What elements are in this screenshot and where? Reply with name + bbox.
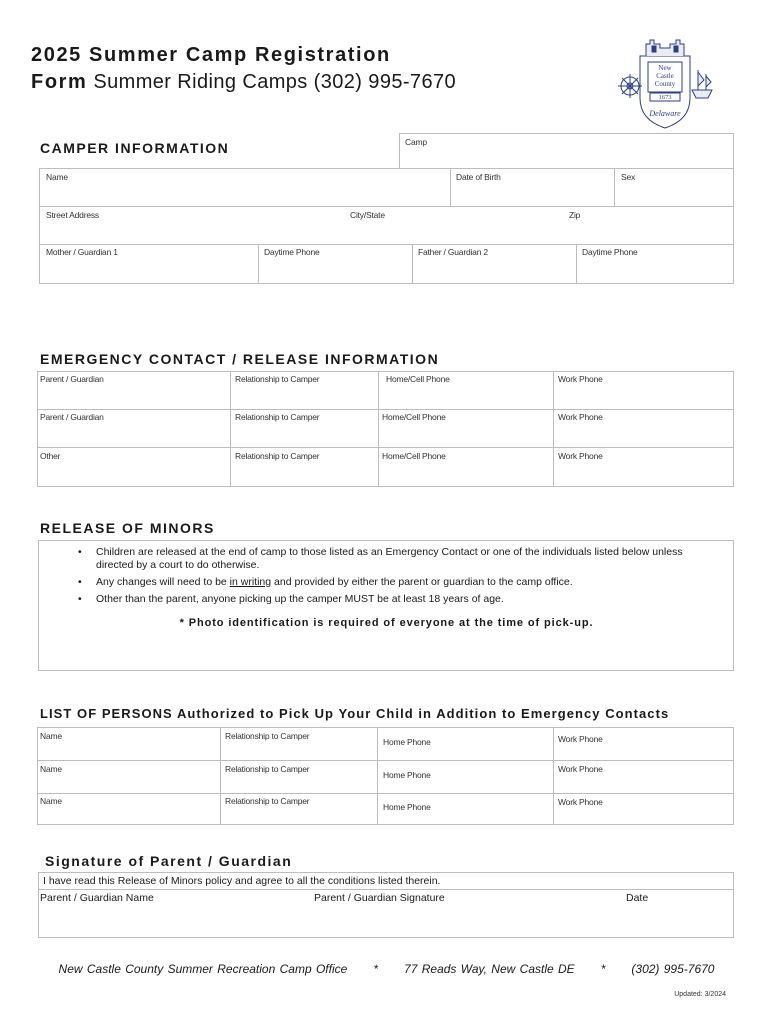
- seal-text-line1: New: [658, 64, 672, 72]
- seal-text-line3: County: [654, 80, 676, 88]
- bullet-icon: •: [78, 546, 82, 558]
- seal-state: Delaware: [649, 109, 681, 118]
- footer-office: New Castle County Summer Recreation Camp Office: [58, 962, 348, 976]
- city-state-label: City/State: [350, 210, 385, 220]
- column-divider: [553, 371, 554, 487]
- daytime-phone1-label: Daytime Phone: [264, 247, 320, 257]
- pickup-row1-relationship: Relationship to Camper: [225, 731, 310, 741]
- street-address-label: Street Address: [46, 210, 99, 220]
- row-divider: [39, 206, 734, 207]
- form-subtitle-text: Summer Riding Camps (302) 995-7670: [93, 71, 457, 93]
- guardian-name-label: Parent / Guardian Name: [40, 892, 154, 904]
- emergency-contact-grid: [37, 371, 734, 487]
- emergency-row1-who: Parent / Guardian: [40, 374, 104, 384]
- signature-date-label: Date: [626, 892, 649, 904]
- form-title: 2025 Summer Camp Registration: [31, 44, 391, 66]
- camper-information-heading: CAMPER INFORMATION: [40, 140, 230, 156]
- pickup-row3-work-phone: Work Phone: [558, 797, 603, 807]
- column-divider: [220, 727, 221, 825]
- row-divider: [37, 760, 734, 761]
- guardian1-label: Mother / Guardian 1: [46, 247, 118, 257]
- pickup-row2-relationship: Relationship to Camper: [225, 764, 310, 774]
- emergency-row1-work-phone: Work Phone: [558, 374, 603, 384]
- footer-contact-line: [40, 962, 733, 976]
- emergency-row1-home-phone: Home/Cell Phone: [386, 374, 450, 384]
- release-bullet1-text: Children are released at the end of camp to those listed as an Emergency Contact or one of the individuals listed below unless directed by a court to do otherwise.: [96, 546, 683, 571]
- footer-address: 77 Reads Way, New Castle DE: [404, 962, 575, 976]
- bullet-icon: •: [78, 576, 82, 588]
- bullet-icon: •: [78, 593, 82, 605]
- form-subtitle: [31, 71, 456, 94]
- emergency-row1-relationship: Relationship to Camper: [235, 374, 320, 384]
- seal-text-line2: Castle: [656, 72, 674, 80]
- footer-phone: (302) 995-7670: [631, 962, 715, 976]
- new-castle-county-seal-logo: [612, 36, 714, 132]
- emergency-row2-relationship: Relationship to Camper: [235, 412, 320, 422]
- authorized-pickup-heading: LIST OF PERSONS Authorized to Pick Up Your Child in Addition to Emergency Contacts: [40, 706, 670, 721]
- emergency-row2-work-phone: Work Phone: [558, 412, 603, 422]
- pickup-row2-work-phone: Work Phone: [558, 764, 603, 774]
- dob-field-label: Date of Birth: [456, 172, 501, 182]
- footer-separator: *: [600, 962, 606, 976]
- row-divider: [38, 889, 734, 890]
- release-bullet2-underline: in writing: [229, 576, 272, 588]
- row-divider: [39, 244, 734, 245]
- form-title-form-word: Form: [31, 71, 88, 93]
- row-divider: [37, 409, 734, 410]
- emergency-row3-work-phone: Work Phone: [558, 451, 603, 461]
- pickup-row1-name: Name: [40, 731, 62, 741]
- release-bullet2-post: and provided by either the parent or guardian to the camp office.: [271, 576, 573, 588]
- updated-date: Updated: 3/2024: [674, 991, 726, 998]
- pickup-row2-name: Name: [40, 764, 62, 774]
- pickup-row1-home-phone: Home Phone: [383, 737, 431, 747]
- emergency-row3-who: Other: [40, 451, 61, 461]
- guardian2-label: Father / Guardian 2: [418, 247, 488, 257]
- camper-info-grid: [39, 168, 734, 284]
- emergency-row2-who: Parent / Guardian: [40, 412, 104, 422]
- name-field-label: Name: [46, 172, 68, 182]
- signature-statement: I have read this Release of Minors policy and agree to all the conditions listed therein.: [43, 875, 441, 887]
- release-bullet-item: [78, 593, 718, 606]
- release-bullet3-text: Other than the parent, anyone picking up the camper MUST be at least 18 years of age.: [96, 593, 504, 605]
- column-divider: [576, 244, 577, 284]
- column-divider: [553, 727, 554, 825]
- pickup-row3-name: Name: [40, 796, 62, 806]
- column-divider: [614, 168, 615, 206]
- release-bullet-item: [78, 546, 718, 572]
- pickup-row3-relationship: Relationship to Camper: [225, 796, 310, 806]
- emergency-row3-relationship: Relationship to Camper: [235, 451, 320, 461]
- release-of-minors-heading: RELEASE OF MINORS: [40, 520, 215, 536]
- column-divider: [258, 244, 259, 284]
- pickup-row3-home-phone: Home Phone: [383, 802, 431, 812]
- camp-label: Camp: [405, 137, 427, 147]
- camp-field[interactable]: [399, 133, 734, 169]
- row-divider: [37, 793, 734, 794]
- daytime-phone2-label: Daytime Phone: [582, 247, 638, 257]
- column-divider: [450, 168, 451, 206]
- pickup-row2-home-phone: Home Phone: [383, 770, 431, 780]
- seal-year: 1673: [658, 94, 672, 101]
- row-divider: [37, 447, 734, 448]
- zip-label: Zip: [569, 210, 581, 220]
- footer-separator: *: [373, 962, 379, 976]
- signature-heading: Signature of Parent / Guardian: [45, 853, 293, 869]
- emergency-contact-heading: EMERGENCY CONTACT / RELEASE INFORMATION: [40, 351, 440, 367]
- guardian-signature-label: Parent / Guardian Signature: [314, 892, 445, 904]
- sex-field-label: Sex: [621, 172, 636, 182]
- pickup-row1-work-phone: Work Phone: [558, 734, 603, 744]
- column-divider: [377, 727, 378, 825]
- emergency-row3-home-phone: Home/Cell Phone: [382, 451, 446, 461]
- photo-id-note: * Photo identification is required of everyone at the time of pick-up.: [179, 617, 594, 629]
- column-divider: [378, 371, 379, 487]
- column-divider: [412, 244, 413, 284]
- release-bullet-item: [78, 576, 718, 589]
- release-bullet-list: [78, 546, 718, 610]
- column-divider: [230, 371, 231, 487]
- release-bullet2-pre: Any changes will need to be: [96, 576, 230, 588]
- emergency-row2-home-phone: Home/Cell Phone: [382, 412, 446, 422]
